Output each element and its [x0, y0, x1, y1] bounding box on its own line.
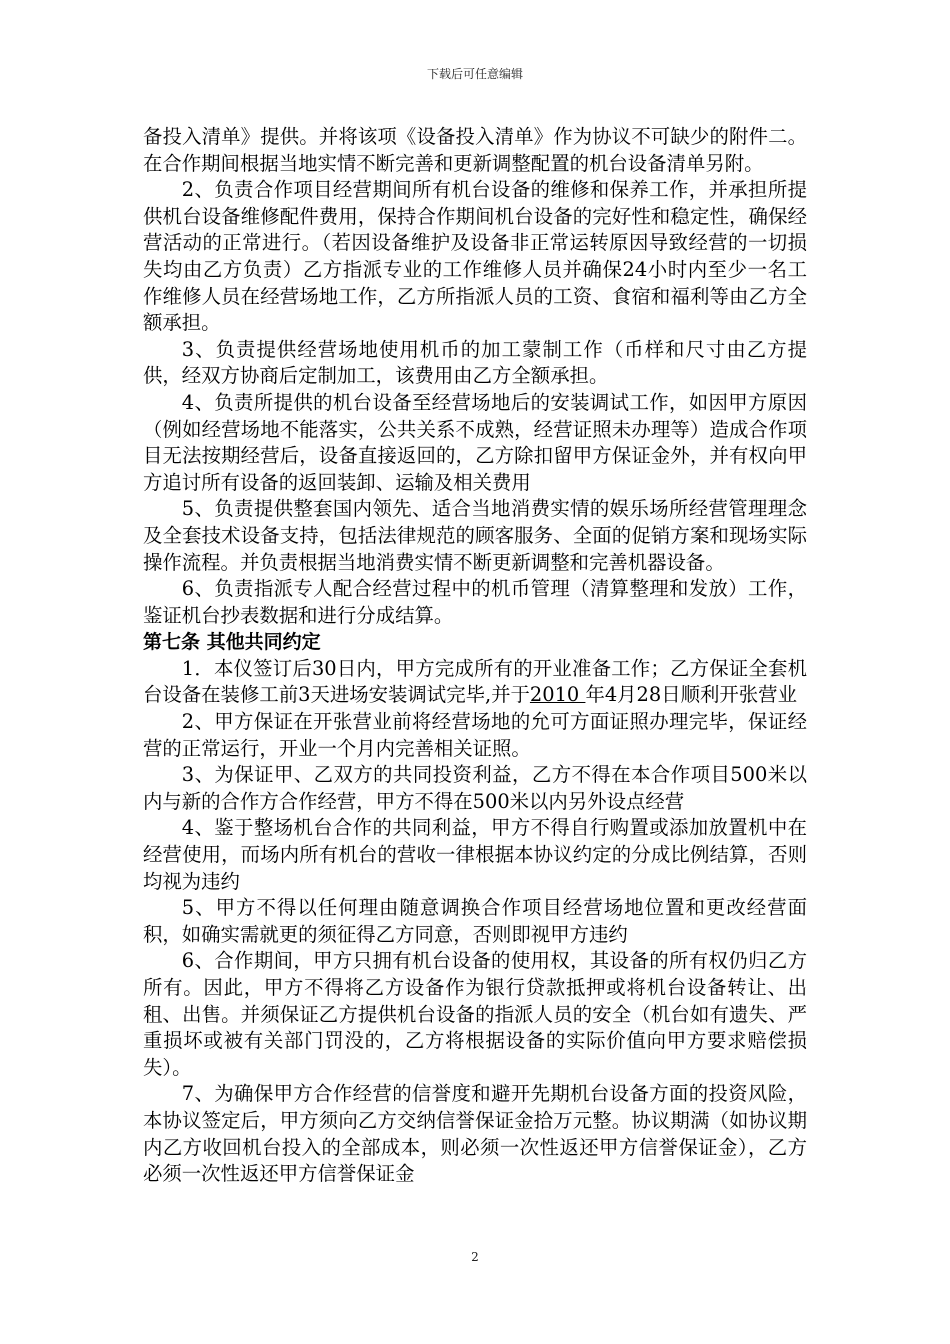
clause-paragraph [143, 656, 807, 709]
page-number: 2 [471, 1250, 479, 1264]
clause-paragraph: 2、甲方保证在开张营业前将经营场地的允可方面证照办理完毕，保证经营的正常运行，开业一个月内完善相关证照。 [143, 710, 807, 760]
paragraph: 5、负责提供整套国内领先、适合当地消费实情的娱乐场所经营管理理念及全套技术设备支持，包括法律规范的顾客服务、全面的促销方案和现场实际操作流程。并负责根据当地消费实情不断更新调整和完善机器设备。 [143, 497, 807, 574]
clause-text: 年4月28日顺利开张营业 [585, 683, 797, 707]
clause-paragraph: 7、为确保甲方合作经营的信誉度和避开先期机台设备方面的投资风险，本协议签定后，甲方须向乙方交纳信誉保证金拾万元整。协议期满（如协议期内乙方收回机台投入的全部成本，则必须一次性返还甲方信誉保证金），乙方必须一次性返还甲方信誉保证金 [143, 1082, 807, 1186]
underlined-year: 2010 [529, 683, 586, 707]
paragraph: 3、负责提供经营场地使用机币的加工蒙制工作（币样和尺寸由乙方提供，经双方协商后定制加工，该费用由乙方全额承担。 [143, 337, 807, 388]
paragraph: 备投入清单》提供。并将该项《设备投入清单》作为协议不可缺少的附件二。在合作期间根据当地实情不断完善和更新调整配置的机台设备清单另附。 [143, 125, 807, 175]
document-body [143, 124, 807, 1188]
paragraph: 4、负责所提供的机台设备至经营场地后的安装调试工作，如因甲方原因（例如经营场地不能落实，公共关系不成熟，经营证照未办理等）造成合作项目无法按期经营后，设备直接返回的，乙方除扣留甲方保证金外，并有权向甲方追讨所有设备的返回装卸、运输及相关费用 [143, 390, 807, 494]
paragraph: 2、负责合作项目经营期间所有机台设备的维修和保养工作，并承担所提供机台设备维修配件费用，保持合作期间机台设备的完好性和稳定性，确保经营活动的正常进行。（若因设备维护及设备非正常运转原因导致经营的一切损失均由乙方负责）乙方指派专业的工作维修人员并确保24小时内至少一名工作维修人员在经营场地工作，乙方所指派人员的工资、食宿和福利等由乙方全额承担。 [143, 178, 807, 335]
clause-paragraph: 6、合作期间，甲方只拥有机台设备的使用权，其设备的所有权仍归乙方所有。因此，甲方不得将乙方设备作为银行贷款抵押或将机台设备转让、出租、出售。并须保证乙方提供机台设备的指派人员的安全（机台如有遗失、严重损坏或被有关部门罚没的，乙方将根据设备的实际价值向甲方要求赔偿损失）。 [143, 949, 807, 1079]
clause-paragraph: 4、鉴于整场机台合作的共同利益，甲方不得自行购置或添加放置机中在经营使用，而场内所有机台的营收一律根据本协议约定的分成比例结算，否则均视为违约 [143, 816, 807, 893]
clause-paragraph: 3、为保证甲、乙双方的共同投资利益，乙方不得在本合作项目500米以内与新的合作方合作经营，甲方不得在500米以内另外设点经营 [143, 763, 807, 813]
paragraph: 6、负责指派专人配合经营过程中的机币管理（清算整理和发放）工作，鉴证机台抄表数据和进行分成结算。 [143, 577, 807, 627]
section-heading: 第七条 其他共同约定 [143, 631, 321, 654]
clause-text: 1．本仪签订后30日内，甲方完成所有的开业准备工作；乙方保证全套机台设备在装修工前3天进场安装调试完毕,并于 [143, 656, 807, 707]
page-header: 下载后可任意编辑 [426, 67, 523, 81]
clause-paragraph: 5、甲方不得以任何理由随意调换合作项目经营场地位置和更改经营面积，如确实需就更的须征得乙方同意，否则即视甲方违约 [143, 896, 807, 946]
